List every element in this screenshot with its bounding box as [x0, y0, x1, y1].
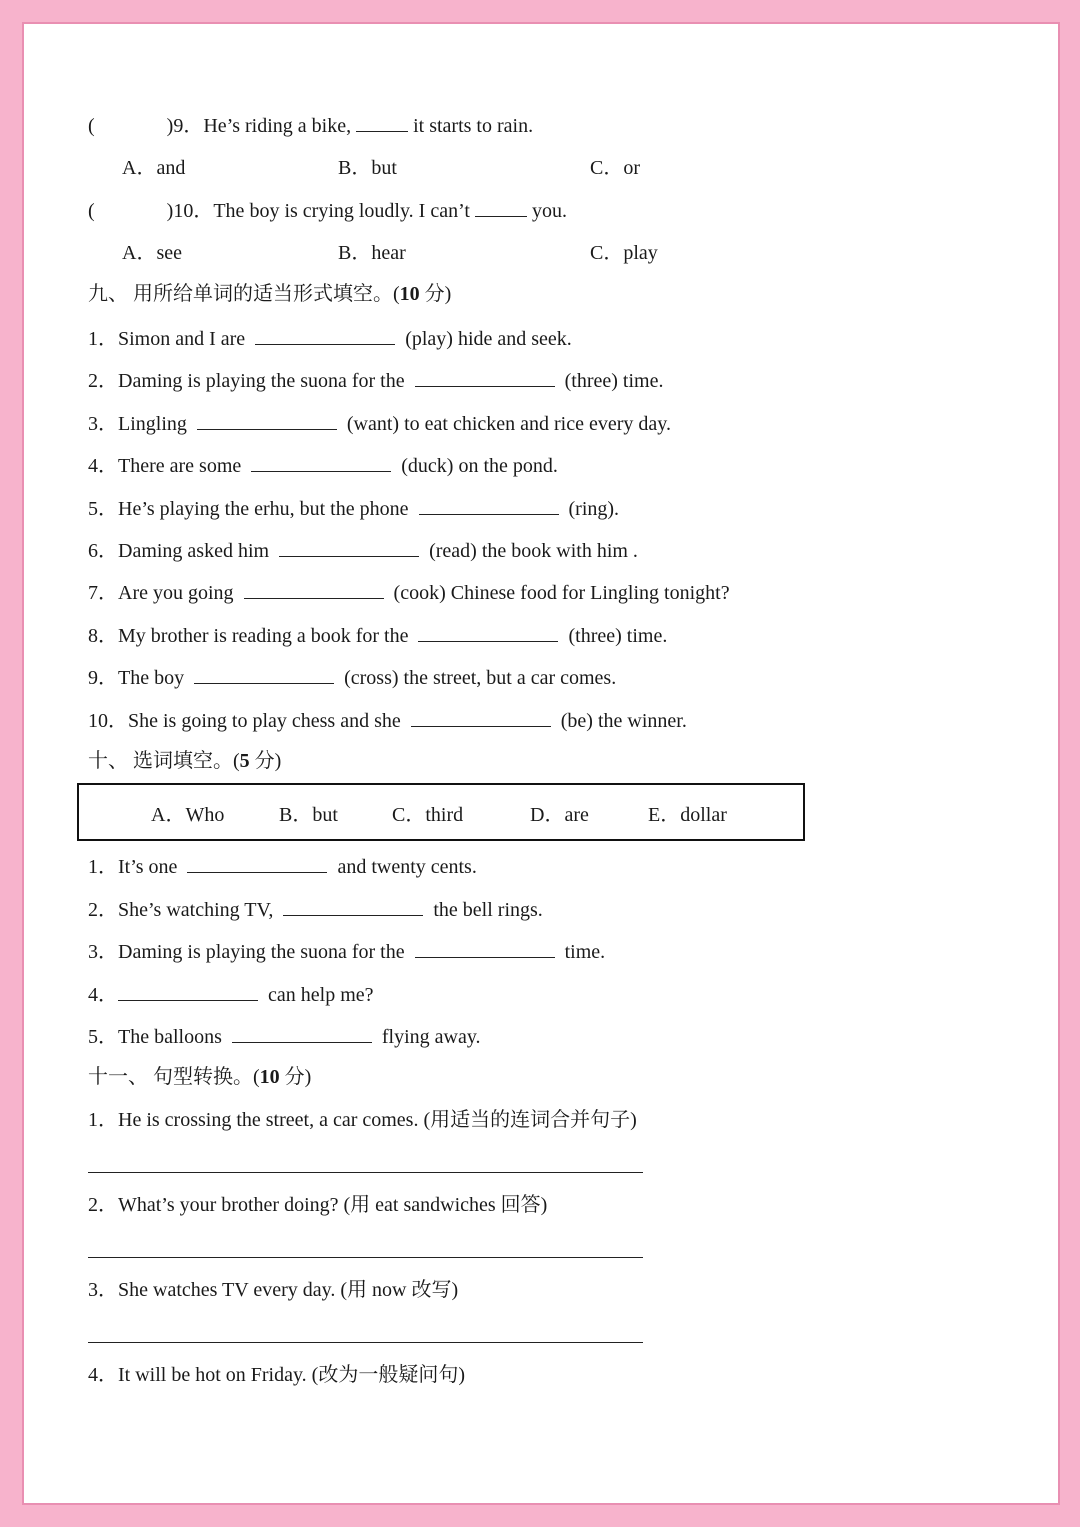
option-a: A．see — [122, 242, 182, 264]
question-number: 6． — [88, 540, 118, 562]
question-text: (want) to eat chicken and rice every day. — [346, 412, 671, 435]
word-bank-item: C．third — [392, 804, 464, 826]
question-number: 7． — [88, 582, 118, 605]
word-bank-box — [77, 783, 805, 841]
question-number: 4． — [88, 983, 118, 1006]
question-text: (play) hide and seek. — [405, 328, 572, 350]
sec10-question — [88, 897, 543, 922]
transform-question-1: 1．He is crossing the street, a car comes. (用适当的连词合并句子) — [88, 1109, 637, 1131]
question-text: (ring). — [568, 497, 620, 520]
question-number: 4． — [88, 455, 118, 478]
question-number: 9． — [88, 667, 118, 690]
fill-blank[interactable] — [232, 1024, 372, 1043]
question-text: flying away. — [381, 1026, 481, 1048]
option-c: C．play — [590, 242, 658, 264]
option-b: B．but — [338, 157, 397, 179]
question-text: Daming is playing the suona for the — [118, 370, 405, 393]
sec9-question — [88, 538, 638, 563]
fill-blank[interactable] — [415, 939, 555, 958]
answer-line[interactable] — [88, 1257, 643, 1258]
answer-line[interactable] — [88, 1342, 643, 1343]
fill-blank[interactable] — [415, 368, 555, 387]
fill-blank[interactable] — [244, 580, 384, 599]
sec9-question — [88, 665, 616, 690]
question-text: (cross) the street, but a car comes. — [344, 667, 617, 690]
question-text: time. — [564, 941, 606, 963]
question-text: She is going to play chess and she — [128, 709, 401, 732]
mc-question-9: ( )9．He’s riding a bike, it starts to rain. — [88, 115, 534, 137]
sec9-question — [88, 453, 558, 478]
question-text: Are you going — [118, 582, 234, 605]
sec9-question — [88, 496, 619, 521]
sec9-question — [88, 411, 671, 436]
question-number: 10． — [88, 709, 128, 732]
question-text: (cook) Chinese food for Lingling tonight? — [393, 582, 730, 605]
blank[interactable] — [356, 113, 408, 132]
sec10-question — [88, 939, 605, 964]
question-text: and twenty cents. — [337, 856, 477, 878]
question-text: the bell rings. — [433, 898, 543, 921]
question-number: 2． — [88, 898, 118, 921]
question-text: Simon and I are — [118, 328, 246, 350]
question-text: Lingling — [118, 412, 187, 435]
fill-blank[interactable] — [411, 708, 551, 727]
question-text: He’s playing the erhu, but the phone — [118, 497, 409, 520]
sec9-question — [88, 326, 572, 351]
section-11-title: 十一、 句型转换。(10 分) — [88, 1066, 312, 1088]
fill-blank[interactable] — [118, 982, 258, 1001]
question-text: She’s watching TV, — [118, 898, 274, 921]
sec9-question — [88, 708, 687, 733]
word-bank-item: B．but — [279, 804, 338, 826]
option-b: B．hear — [338, 242, 406, 264]
question-text: My brother is reading a book for the — [118, 624, 409, 647]
question-text: The balloons — [118, 1026, 222, 1048]
question-text: It’s one — [118, 856, 178, 878]
word-bank-item: A．Who — [151, 804, 225, 826]
fill-blank[interactable] — [251, 453, 391, 472]
question-number: 8． — [88, 624, 118, 647]
question-text: There are some — [118, 455, 242, 478]
blank[interactable] — [475, 198, 527, 217]
question-text: (three) time. — [564, 370, 664, 393]
sec10-question — [88, 982, 374, 1007]
option-c: C．or — [590, 157, 640, 179]
sec10-question — [88, 854, 477, 879]
question-number: 2． — [88, 370, 118, 393]
section-9-title: 九、 用所给单词的适当形式填空。(10 分) — [88, 283, 452, 305]
option-a: A．and — [122, 157, 186, 179]
sec9-question — [88, 580, 730, 605]
question-text: (be) the winner. — [560, 709, 687, 732]
question-text: can help me? — [268, 983, 374, 1006]
question-text: Daming is playing the suona for the — [118, 941, 405, 963]
section-10-title: 十、 选词填空。(5 分) — [88, 750, 282, 772]
fill-blank[interactable] — [194, 665, 334, 684]
transform-question-4: 4．It will be hot on Friday. (改为一般疑问句) — [88, 1364, 466, 1386]
question-text: (duck) on the pond. — [401, 455, 558, 478]
fill-blank[interactable] — [279, 538, 419, 557]
question-text: The boy — [118, 667, 185, 690]
word-bank-item: E．dollar — [648, 804, 727, 826]
fill-blank[interactable] — [419, 496, 559, 515]
answer-line[interactable] — [88, 1172, 643, 1173]
sec9-question — [88, 623, 667, 648]
word-bank-item: D．are — [530, 804, 589, 826]
fill-blank[interactable] — [187, 854, 327, 873]
question-text: (three) time. — [568, 624, 668, 647]
transform-question-2: 2．What’s your brother doing? (用 eat sandwiches 回答) — [88, 1194, 548, 1216]
sec9-question — [88, 368, 663, 393]
fill-blank[interactable] — [197, 411, 337, 430]
question-number: 5． — [88, 497, 118, 520]
fill-blank[interactable] — [255, 326, 395, 345]
question-number: 5． — [88, 1026, 118, 1048]
question-text: Daming asked him — [118, 540, 270, 562]
fill-blank[interactable] — [283, 897, 423, 916]
question-number: 3． — [88, 412, 118, 435]
fill-blank[interactable] — [418, 623, 558, 642]
question-text: (read) the book with him . — [429, 540, 638, 562]
question-number: 3． — [88, 941, 118, 963]
sec10-question — [88, 1024, 481, 1049]
question-number: 1． — [88, 856, 118, 878]
question-number: 1． — [88, 328, 118, 350]
mc-question-10: ( )10．The boy is crying loudly. I can’t you. — [88, 200, 567, 222]
transform-question-3: 3．She watches TV every day. (用 now 改写) — [88, 1279, 459, 1301]
